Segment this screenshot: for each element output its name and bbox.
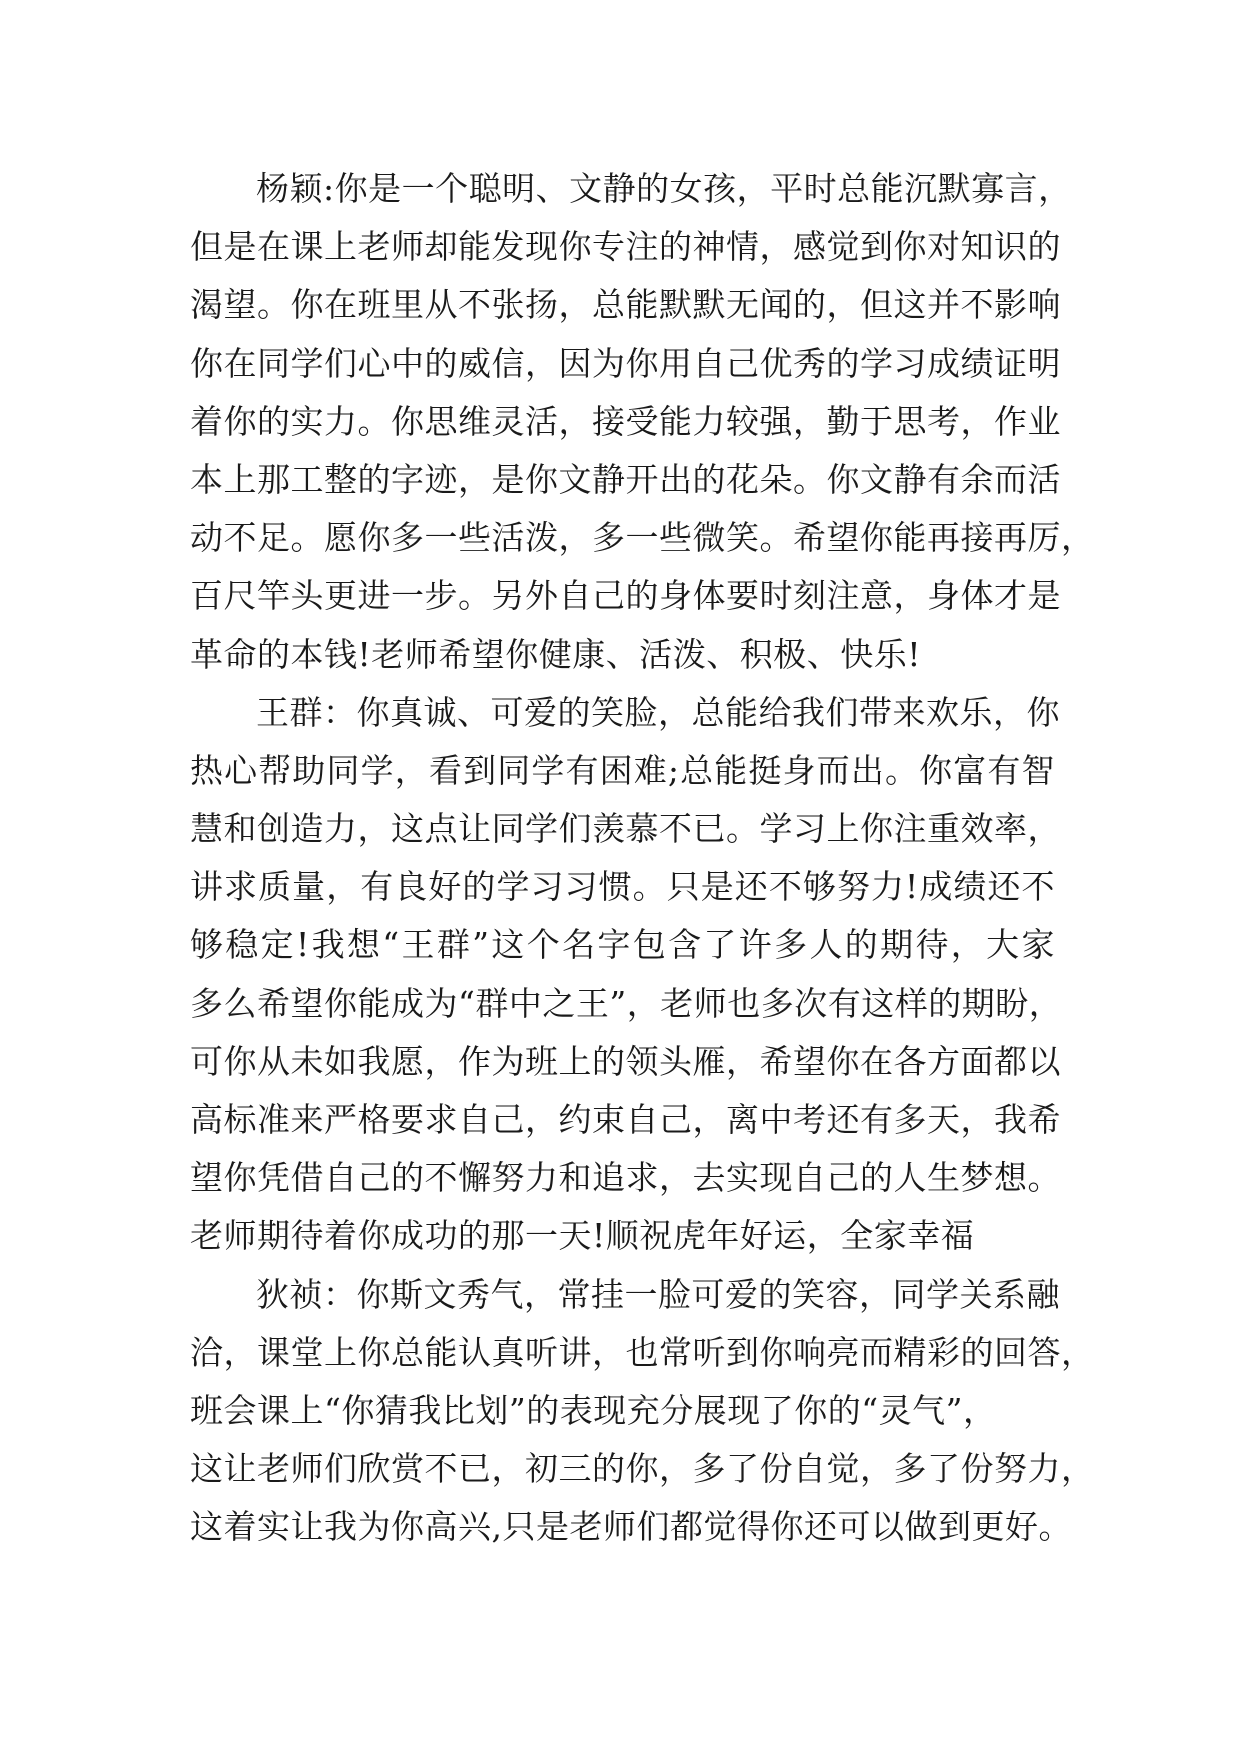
text-line: 革命的本钱!老师希望你健康、活泼、积极、快乐! xyxy=(190,634,922,674)
comment-text xyxy=(190,160,1095,1557)
text-line: 这让老师们欣赏不已，初三的你，多了份自觉，多了份努力， xyxy=(190,1449,1095,1489)
text-line: 慧和创造力，这点让同学们羡慕不已。学习上你注重效率， xyxy=(190,809,1061,849)
text-line: 动不足。愿你多一些活泼，多一些微笑。希望你能再接再厉， xyxy=(190,518,1095,558)
text-line: 你在同学们心中的威信，因为你用自己优秀的学习成绩证明 xyxy=(190,343,1061,383)
text-line: 这着实让我为你高兴,只是老师们都觉得你还可以做到更好。 xyxy=(190,1507,1072,1547)
paragraph-wang-qun xyxy=(190,684,1063,1266)
text-line: 本上那工整的字迹，是你文静开出的花朵。你文静有余而活 xyxy=(190,459,1061,499)
text-line: 但是在课上老师却能发现你专注的神情，感觉到你对知识的 xyxy=(190,227,1061,267)
text-line: 王群：你真诚、可爱的笑脸，总能给我们带来欢乐，你 xyxy=(256,692,1060,732)
text-line: 多么希望你能成为“群中之王”，老师也多次有这样的期盼， xyxy=(190,983,1063,1023)
text-line: 班会课上“你猜我比划”的表现充分展现了你的“灵气”， xyxy=(190,1390,997,1430)
paragraph-yang-ying xyxy=(190,160,1095,684)
text-line: 热心帮助同学，看到同学有困难;总能挺身而出。你富有智 xyxy=(190,750,1055,790)
paragraph-di-zhen xyxy=(190,1266,1095,1557)
text-line: 着你的实力。你思维灵活，接受能力较强，勤于思考，作业 xyxy=(190,401,1061,441)
text-line: 可你从未如我愿，作为班上的领头雁，希望你在各方面都以 xyxy=(190,1041,1061,1081)
text-line: 杨颖:你是一个聪明、文静的女孩，平时总能沉默寡言， xyxy=(256,169,1072,208)
text-line: 够稳定!我想“王群”这个名字包含了许多人的期待，大家 xyxy=(190,925,1055,965)
text-line: 高标准来严格要求自己，约束自己，离中考还有多天，我希 xyxy=(190,1100,1061,1139)
text-line: 讲求质量，有良好的学习习惯。只是还不够努力!成绩还不 xyxy=(190,867,1055,907)
text-line: 洽，课堂上你总能认真听讲，也常听到你响亮而精彩的回答， xyxy=(190,1332,1095,1372)
text-line: 狄祯：你斯文秀气，常挂一脸可爱的笑容，同学关系融 xyxy=(256,1274,1060,1314)
text-line: 望你凭借自己的不懈努力和追求，去实现自己的人生梦想。 xyxy=(190,1158,1061,1198)
text-line: 百尺竿头更进一步。另外自己的身体要时刻注意，身体才是 xyxy=(190,576,1061,616)
text-line: 渴望。你在班里从不张扬，总能默默无闻的，但这并不影响 xyxy=(190,285,1061,325)
text-line: 老师期待着你成功的那一天!顺祝虎年好运，全家幸福 xyxy=(190,1216,975,1256)
